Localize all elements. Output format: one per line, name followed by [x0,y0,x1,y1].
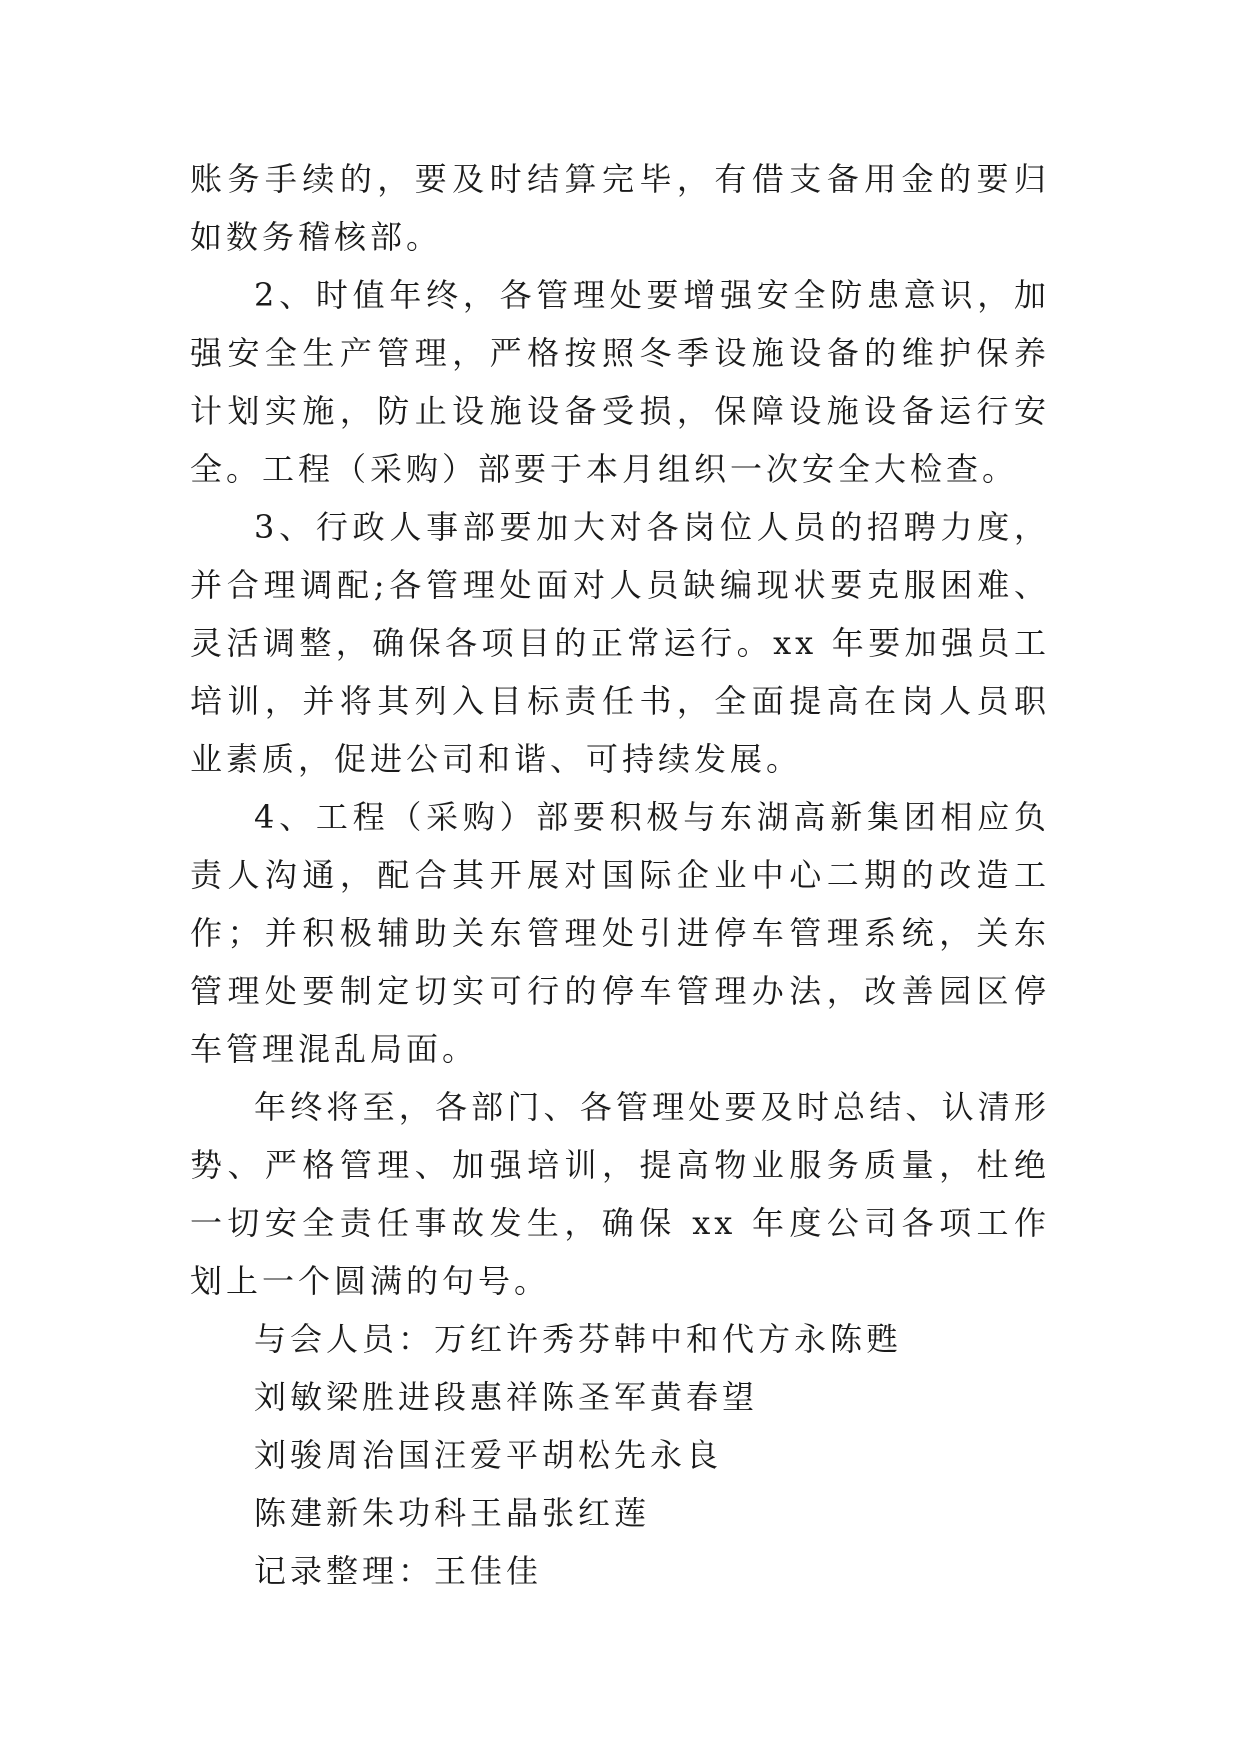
paragraph-item-2: 2、时值年终，各管理处要增强安全防患意识，加强安全生产管理，严格按照冬季设施设备的维护保养计划实施，防止设施设备受损，保障设施设备运行安全。工程（采购）部要于本月组织一次安全大检查。 [190,276,1050,488]
document-body [190,150,1050,1600]
attendees-line-2: 刘敏梁胜进段惠祥陈圣军黄春望 [254,1378,759,1416]
attendees-line-3: 刘骏周治国汪爱平胡松先永良 [254,1436,723,1474]
paragraph-item-4: 4、工程（采购）部要积极与东湖高新集团相应负责人沟通，配合其开展对国际企业中心二期的改造工作；并积极辅助关东管理处引进停车管理系统，关东管理处要制定切实可行的停车管理办法，改善园区停车管理混乱局面。 [190,798,1050,1068]
paragraph-continuation: 账务手续的，要及时结算完毕，有借支备用金的要归如数务稽核部。 [190,160,1050,256]
paragraph-closing: 年终将至，各部门、各管理处要及时总结、认清形势、严格管理、加强培训，提高物业服务质量，杜绝一切安全责任事故发生，确保 xx 年度公司各项工作划上一个圆满的句号。 [190,1088,1050,1300]
attendees-line-1: 与会人员：万红许秀芬韩中和代方永陈甦 [254,1320,903,1358]
paragraph-item-3: 3、行政人事部要加大对各岗位人员的招聘力度，并合理调配;各管理处面对人员缺编现状要克服困难、灵活调整，确保各项目的正常运行。xx 年要加强员工培训，并将其列入目标责任书，全面提高在岗人员职业素质，促进公司和谐、可持续发展。 [190,508,1050,778]
recorder-line: 记录整理：王佳佳 [254,1552,543,1590]
attendees-line-4: 陈建新朱功科王晶张红莲 [254,1494,651,1532]
